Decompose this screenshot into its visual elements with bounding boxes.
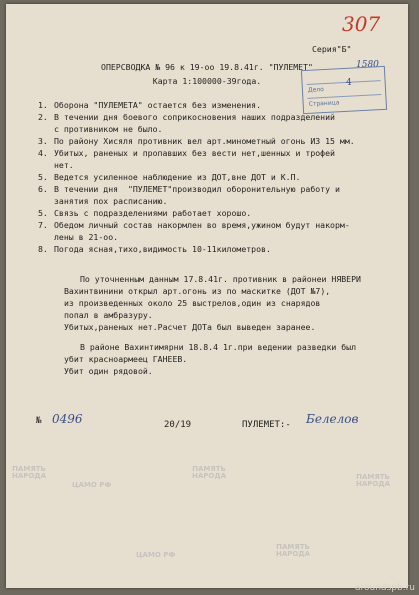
item-text: Обедом личный состав накормлен во время,ужином будут накорм-	[54, 220, 350, 231]
item-text: Ведется усиленное наблюдение из ДОТ,вне ДОТ и К.П.	[54, 172, 301, 182]
watermark	[136, 552, 175, 559]
map-reference: Карта 1:100000-39года.	[152, 76, 262, 86]
signature: Белелов	[306, 412, 359, 426]
item-text: занятия пох расписанию.	[54, 195, 168, 206]
corner-archive-number: 307	[342, 12, 381, 36]
item-number: 2.	[38, 112, 48, 123]
watermark-small: ЦАМО РФ	[136, 551, 176, 559]
item-text: По району Хисяля противник вел арт.минометный огонь ИЗ 15 мм.	[54, 136, 355, 146]
watermark-line: НАРОДА	[276, 550, 311, 558]
paragraph-line: из произведенных около 25 выстрелов,один из снарядов	[64, 298, 321, 308]
item-text: Оборона "ПУЛЕМЕТА" остается без изменения.	[54, 100, 262, 110]
item-number: 7.	[38, 220, 48, 231]
item-text: с противником не было.	[54, 123, 163, 134]
item-number: 4.	[38, 148, 48, 159]
stamp-label-case: Дело	[307, 86, 325, 94]
item-text: Погода ясная,тихо,видимость 10-11километров.	[54, 244, 271, 254]
item-number: 5.	[38, 208, 48, 218]
item-text: Убитых, раненых и пропавших без вести нет,шенных и трофей	[54, 148, 335, 159]
paragraph-line: Убитых,раненых нет.Расчет ДОТа был выведен заранее.	[64, 322, 316, 332]
registration-number: 0496	[52, 412, 83, 426]
paragraph-line: В районе Вахинтимярни 18.8.4 1г.при ведении разведки был	[80, 342, 357, 352]
item-number: 1.	[38, 100, 48, 110]
item-number: 3.	[38, 136, 48, 146]
registration-prefix: №	[36, 416, 42, 426]
item-number: 8.	[38, 244, 48, 254]
paragraph-line: Вахинтвинини открыл арт.огонь из по маскитке (ДОТ №7),	[64, 286, 331, 296]
watermark	[276, 544, 310, 558]
stamp-handwritten-number: 1580	[356, 60, 379, 70]
signer-label: ПУЛЕМЕТ:-	[242, 420, 291, 430]
paragraph-line: Убит один рядовой.	[64, 366, 153, 376]
site-credit: aroundspb.ru	[354, 583, 415, 593]
document-page	[6, 4, 408, 588]
watermark-line: ПАМЯТЬ	[12, 465, 46, 473]
watermark-line: НАРОДА	[356, 480, 391, 488]
watermark	[12, 466, 46, 480]
paragraph-line: убит красноармеец ГАНЕЕВ.	[64, 354, 188, 364]
copy-number: 20/19	[164, 420, 192, 430]
stamp-label-page: Страница	[308, 99, 340, 108]
paragraph-line: По уточненным данным 17.8.41г. противник в районеи НЯВЕРИ	[80, 274, 361, 284]
stamp-divider	[307, 94, 381, 99]
watermark-line: ПАМЯТЬ	[192, 465, 226, 473]
item-text: В течении дня "ПУЛЕМЕТ"производил оборонительную работу и	[54, 184, 340, 195]
watermark	[72, 482, 111, 489]
watermark	[356, 474, 390, 488]
watermark	[192, 466, 226, 480]
archive-stamp	[301, 66, 387, 114]
watermark-line: ПАМЯТЬ	[356, 473, 390, 481]
item-number: 5.	[38, 172, 48, 182]
watermark-small: ЦАМО РФ	[72, 481, 112, 489]
watermark-line: ПАМЯТЬ	[276, 543, 310, 551]
item-text: нет.	[54, 159, 74, 170]
paragraph-line: попал в амбразуру.	[64, 310, 153, 320]
series-label: Серия"Б"	[312, 44, 352, 54]
item-text: В течении дня боевого соприкосновения наших подразделений	[54, 112, 335, 123]
document-title: ОПЕРСВОДКА № 96 к 19-оо 19.8.41г. "ПУЛЕМЕТ"	[101, 62, 313, 72]
stamp-page-number: 4	[346, 78, 352, 88]
watermark-line: НАРОДА	[192, 472, 227, 480]
item-text: лены в 21-оо.	[54, 231, 119, 242]
item-text: Связь с подразделениями работает хорошо.	[54, 208, 252, 218]
item-number: 6.	[38, 184, 48, 195]
watermark-line: НАРОДА	[12, 472, 47, 480]
